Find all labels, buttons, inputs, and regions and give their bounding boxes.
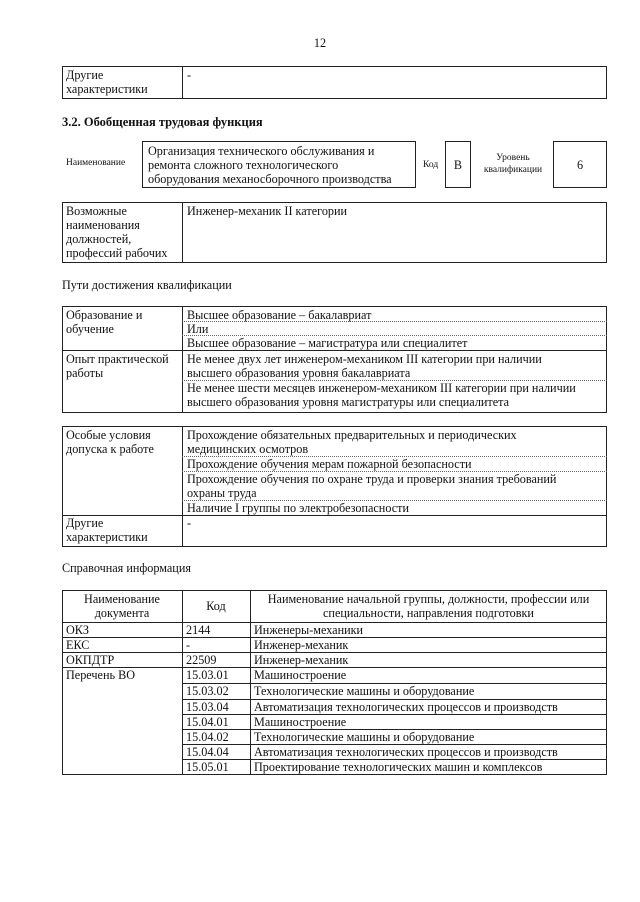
ref-row-4-name: Машиностроение: [254, 668, 347, 682]
education-line-3: Высшее образование – магистратура или специалитет: [187, 336, 468, 350]
conditions-line-5: охраны труда: [187, 486, 257, 500]
other-label-line-1: Другие: [66, 516, 104, 530]
conditions-line-6: Наличие I группы по электробезопасности: [187, 501, 409, 515]
conditions-line-1: Прохождение обязательных предварительных и периодических: [187, 428, 517, 442]
experience-line-2: высшего образования уровня бакалавриата: [187, 366, 411, 380]
ref-row-8-code: 15.04.02: [186, 730, 229, 744]
ref-header-name-line-1: Наименование начальной группы, должности, профессии или: [267, 592, 590, 606]
ref-row-3-code: 22509: [186, 653, 217, 667]
experience-label-line-1: Опыт практической: [66, 352, 169, 366]
positions-label-line-3: должностей,: [66, 232, 132, 246]
conditions-line-2: медицинских осмотров: [187, 442, 309, 456]
ref-row-10-name: Проектирование технологических машин и комплексов: [254, 760, 543, 774]
page-number: 12: [313, 36, 327, 50]
ref-header-doc-line-2: документа: [94, 606, 150, 620]
education-line-2: Или: [187, 322, 209, 336]
education-label-line-2: обучение: [66, 322, 114, 336]
education-line-1: Высшее образование – бакалавриат: [187, 308, 372, 322]
conditions-line-4: Прохождение обучения по охране труда и проверки знания требований: [187, 472, 557, 486]
ref-row-6-name: Автоматизация технологических процессов и производств: [254, 700, 558, 714]
ref-row-3-doc: ОКПДТР: [66, 653, 115, 667]
positions-value: Инженер-механик II категории: [187, 204, 348, 218]
name-value-line-2: ремонта сложного технологического: [148, 158, 339, 172]
code-value: B: [453, 158, 463, 172]
experience-line-1: Не менее двух лет инженером-механиком III категории при наличии: [187, 352, 542, 366]
ref-row-9-code: 15.04.04: [186, 745, 229, 759]
ref-header-name-line-2: специальности, направления подготовки: [323, 606, 534, 620]
ref-row-2-code: -: [186, 638, 191, 652]
conditions-line-3: Прохождение обучения мерам пожарной безопасности: [187, 457, 472, 471]
ref-row-4-code: 15.03.01: [186, 668, 229, 682]
conditions-label-line-2: допуска к работе: [66, 442, 154, 456]
ref-row-9-name: Автоматизация технологических процессов и производств: [254, 745, 558, 759]
ref-row-8-name: Технологические машины и оборудование: [254, 730, 475, 744]
ref-row-3-name: Инженер-механик: [254, 653, 349, 667]
positions-label-line-1: Возможные: [66, 204, 127, 218]
ref-row-6-code: 15.03.04: [186, 700, 229, 714]
ref-row-4-doc: Перечень ВО: [66, 668, 136, 682]
education-label-line-1: Образование и: [66, 308, 143, 322]
code-label: Код: [423, 160, 439, 170]
ref-row-10-code: 15.05.01: [186, 760, 229, 774]
name-value-line-3: оборудования механосборочного производства: [148, 172, 392, 186]
ref-header-code: Код: [206, 599, 226, 613]
level-label-line-2: квалификации: [483, 165, 543, 175]
conditions-label-line-1: Особые условия: [66, 428, 151, 442]
level-label-line-1: Уровень: [496, 153, 530, 163]
ref-row-1-name: Инженеры-механики: [254, 623, 364, 637]
reference-heading: Справочная информация: [62, 561, 191, 575]
ref-header-doc-line-1: Наименование: [84, 592, 160, 606]
other-value: -: [187, 516, 192, 530]
ref-row-5-code: 15.03.02: [186, 684, 229, 698]
experience-label-line-2: работы: [66, 366, 104, 380]
name-label: Наименование: [66, 158, 126, 168]
top-other-label: Другие характеристики: [66, 68, 148, 96]
name-value-line-1: Организация технического обслуживания и: [148, 144, 375, 158]
ref-row-2-name: Инженер-механик: [254, 638, 349, 652]
ref-row-2-doc: ЕКС: [66, 638, 90, 652]
positions-label-line-2: наименования: [66, 218, 140, 232]
top-other-value: -: [187, 68, 192, 82]
positions-label-line-4: профессий рабочих: [66, 246, 168, 260]
experience-line-4: высшего образования уровня магистратуры или специалитета: [187, 395, 510, 409]
ref-row-7-name: Машиностроение: [254, 715, 347, 729]
ref-row-7-code: 15.04.01: [186, 715, 229, 729]
experience-line-3: Не менее шести месяцев инженером-механиком III категории при наличии: [187, 381, 576, 395]
ref-row-1-doc: ОКЗ: [66, 623, 90, 637]
section-heading: 3.2. Обобщенная трудовая функция: [62, 115, 263, 129]
ref-row-1-code: 2144: [186, 623, 211, 637]
paths-heading: Пути достижения квалификации: [62, 278, 232, 292]
ref-row-5-name: Технологические машины и оборудование: [254, 684, 475, 698]
other-label-line-2: характеристики: [66, 530, 148, 544]
level-value: 6: [576, 158, 584, 172]
